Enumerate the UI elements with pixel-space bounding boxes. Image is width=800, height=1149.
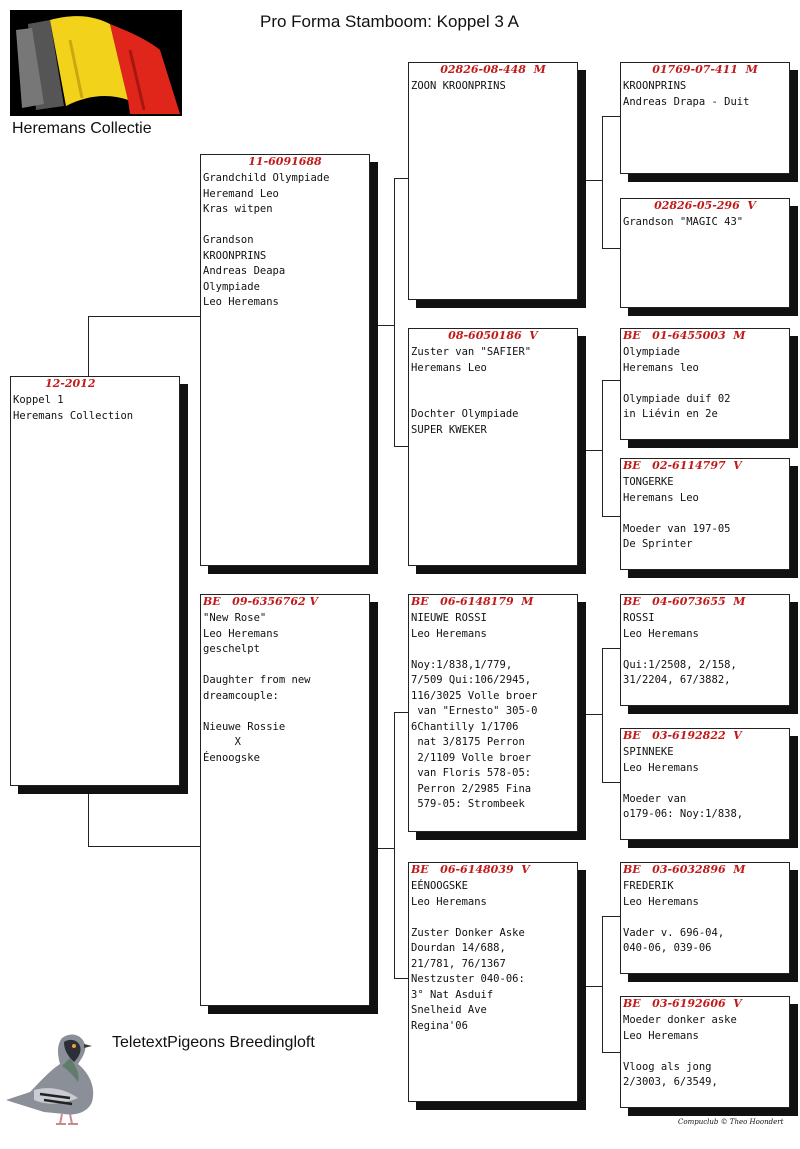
ring-number: 01769-07-411 M [652,63,758,76]
pedigree-card-mm [408,862,578,1102]
card-line [411,642,575,658]
pedigree-card-mmm [620,996,790,1108]
connector [602,782,620,783]
card-line: Nieuwe Rossie [203,720,286,733]
card-line: 040-06, 039-06 [623,942,712,954]
card-line: Zuster van "SAFIER" [411,346,532,358]
card-line: van Floris 578-05: [411,767,532,779]
card-line: Andreas Deapa [203,265,286,277]
connector [88,786,89,846]
card-line: Heremand Leo [203,187,279,200]
card-line [411,392,575,408]
card-line: Dourdan 14/688, [411,942,506,954]
card-line: 116/3025 Volle broer [411,689,538,702]
card-line: Daughter from new [203,674,311,686]
pedigree-card-fmm [620,458,790,570]
card-line: geschelpt [203,643,260,655]
card-lines [623,611,787,689]
card-line: KROONPRINS [203,249,267,262]
card-line: Qui:1/2508, 2/158, [623,658,737,671]
connector [602,380,620,381]
pedigree-card-ff [408,62,578,300]
card-line: Vloog als jong [623,1060,712,1073]
card-line: NIEUWE ROSSI [411,612,487,624]
connector [602,516,620,517]
connector [602,116,603,248]
card-line: 2/3003, 6/3549, [623,1076,718,1088]
card-line: Olympiade [623,346,680,358]
card-line: Leo Heremans [623,1029,699,1042]
card-lines [411,345,575,438]
card-lines [411,611,575,813]
card-line: Regina'06 [411,1019,468,1032]
card-line [623,376,787,392]
connector [370,325,394,326]
card-line: Moeder van 197-05 [623,522,731,535]
card-line [203,704,367,720]
card-line: Heremans Leo [623,491,699,504]
card-line: Leo Heremans [203,296,279,308]
card-line: 6Chantilly 1/1706 [411,720,519,733]
pedigree-card-mfm [620,728,790,840]
card-line: Heremans Leo [411,361,487,374]
card-line: 31/2204, 67/3882, [623,674,731,686]
card-line: Heremans Collection [13,409,134,422]
ring-number: BE 06-6148039 V [411,863,530,876]
card-lines [623,215,787,231]
card-line: SPINNEKE [623,746,674,758]
card-line: van "Ernesto" 305-0 [411,705,538,717]
card-line: Leo Heremans [411,895,487,908]
software-credit: Compuclub © Theo Hoondert [678,1118,784,1126]
card-line: KROONPRINS [623,80,687,92]
card-line [623,910,787,926]
card-line: Leo Heremans [203,627,279,640]
connector [602,248,620,249]
pedigree-card-mff [620,594,790,706]
connector [602,916,620,917]
collection-name: Heremans Collectie [12,120,152,137]
card-line: Andreas Drapa - Duit [623,95,750,108]
connector [394,446,408,447]
card-line: TONGERKE [623,476,674,488]
connector [88,316,200,317]
card-line: ZOON KROONPRINS [411,80,506,92]
card-line: nat 3/8175 Perron [411,736,525,748]
card-line [623,642,787,658]
card-line: Noy:1/838,1/779, [411,658,513,671]
card-line: Moeder van [623,792,687,805]
card-line: Nestzuster 040-06: [411,973,525,985]
card-line: "New Rose" [203,612,267,624]
pedigree-card-subject [10,376,180,786]
card-lines [13,393,177,424]
card-line: dreamcouple: [203,689,279,702]
card-line [623,776,787,792]
ring-number: 08-6050186 V [448,329,538,342]
card-lines [203,171,367,311]
card-line: Koppel 1 [13,394,64,406]
card-line: EÉNOOGSKE [411,880,468,892]
ring-number: BE 03-6192822 V [623,729,742,742]
ring-number: BE 09-6356762 V [203,595,318,608]
card-line [203,658,367,674]
card-line: Leo Heremans [623,627,699,640]
ring-number: BE 06-6148179 M [411,595,534,608]
card-line [203,218,367,234]
card-line [411,910,575,926]
card-lines [623,879,787,957]
pedigree-card-father [200,154,370,566]
connector [602,648,620,649]
ring-number: 02826-05-296 V [654,199,756,212]
connector [578,450,602,451]
pedigree-card-fm [408,328,578,566]
pedigree-card-ffm [620,198,790,308]
card-line: Olympiade duif 02 [623,392,731,405]
card-lines [623,79,787,110]
connector [394,978,408,979]
card-lines [203,611,367,766]
connector [370,848,394,849]
card-line: Dochter Olympiade [411,408,519,420]
connector [602,380,603,516]
pedigree-card-mmf [620,862,790,974]
belgian-flag-icon [10,10,182,116]
card-lines [623,475,787,553]
ring-number: BE 01-6455003 M [623,329,746,342]
card-line: Grandson [203,234,254,246]
card-line: 3° Nat Asduif [411,988,494,1001]
connector [578,986,602,987]
connector [88,846,200,847]
card-line [623,1044,787,1060]
card-lines [623,345,787,423]
card-line: Olympiade [203,280,260,293]
pigeon-icon [4,1028,104,1126]
page-title: Pro Forma Stamboom: Koppel 3 A [260,12,519,31]
card-line: Perron 2/2985 Fina [411,782,532,795]
pedigree-card-mother [200,594,370,1006]
card-line: Leo Heremans [623,895,699,908]
pedigree-card-fmf [620,328,790,440]
card-line: Kras witpen [203,203,273,215]
card-lines [411,879,575,1034]
connector [394,712,395,978]
card-line: De Sprinter [623,538,693,550]
card-lines [623,745,787,823]
card-line: Leo Heremans [623,761,699,774]
card-line: X [203,736,241,748]
ring-number: 11-6091688 [248,155,322,168]
card-line: Moeder donker aske [623,1014,737,1026]
ring-number: BE 04-6073655 M [623,595,746,608]
pedigree-card-mf [408,594,578,832]
card-line: in Liévin en 2e [623,408,718,420]
card-line: Heremans leo [623,361,699,374]
card-line: Zuster Donker Aske [411,926,525,939]
card-lines [623,1013,787,1091]
card-line: Vader v. 696-04, [623,926,725,939]
connector [602,1052,620,1053]
card-line: Éenoogske [203,751,260,764]
card-line [411,376,575,392]
card-line: Leo Heremans [411,627,487,640]
card-line [623,506,787,522]
card-line: 2/1109 Volle broer [411,751,532,764]
card-lines [411,79,575,95]
card-line: Grandson "MAGIC 43" [623,216,744,228]
connector [394,178,408,179]
connector [394,178,395,446]
ring-number: 02826-08-448 M [440,63,546,76]
card-line: 21/781, 76/1367 [411,957,506,970]
card-line: 579-05: Strombeek [411,798,525,810]
pedigree-card-fff [620,62,790,174]
ring-number: BE 02-6114797 V [623,459,742,472]
card-line: ROSSI [623,612,655,624]
connector [602,116,620,117]
ring-number: BE 03-6192606 V [623,997,742,1010]
card-line: o179-06: Noy:1/838, [623,808,744,820]
ring-number: 12-2012 [45,377,96,390]
card-line: Snelheid Ave [411,1004,487,1016]
connector [394,712,408,713]
card-line: FREDERIK [623,880,674,892]
card-line: SUPER KWEKER [411,423,487,436]
connector [578,180,602,181]
loft-name: TeletextPigeons Breedingloft [112,1034,315,1051]
connector [578,714,602,715]
ring-number: BE 03-6032896 M [623,863,746,876]
connector [602,916,603,1052]
card-line: Grandchild Olympiade [203,172,330,184]
card-line: 7/509 Qui:106/2945, [411,674,532,686]
connector [88,316,89,376]
connector [602,648,603,782]
